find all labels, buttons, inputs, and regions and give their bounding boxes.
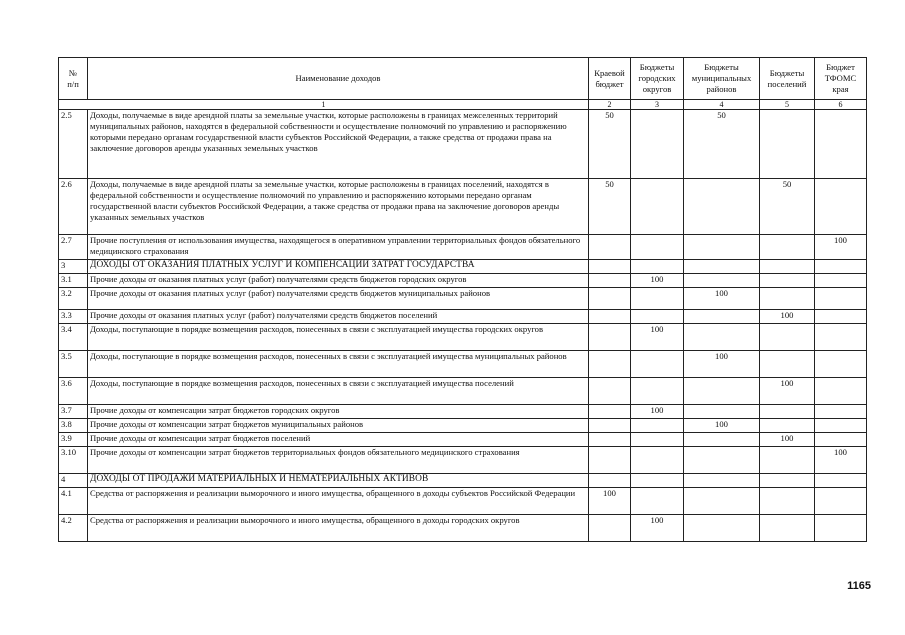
percent-cell: [631, 419, 684, 433]
row-number: 4.1: [59, 488, 88, 515]
percent-cell: [631, 433, 684, 447]
percent-cell: [631, 351, 684, 378]
table-row: [59, 351, 867, 378]
percent-cell: [589, 351, 631, 378]
percent-cell: [684, 378, 760, 405]
revenue-name: Прочие доходы от оказания платных услуг (работ) получателями средств бюджетов муниципальных районов: [88, 288, 589, 310]
percent-cell: [760, 274, 815, 288]
percent-cell: [760, 235, 815, 260]
percent-cell: 100: [631, 515, 684, 542]
percent-cell: 100: [684, 419, 760, 433]
header-name: Наименование доходов: [88, 58, 589, 100]
table-row: [59, 433, 867, 447]
row-number: 3.4: [59, 324, 88, 351]
percent-cell: [760, 419, 815, 433]
percent-cell: [684, 433, 760, 447]
percent-cell: [684, 447, 760, 474]
percent-cell: 100: [589, 488, 631, 515]
revenue-name: Прочие доходы от оказания платных услуг (работ) получателями средств бюджетов поселений: [88, 310, 589, 324]
percent-cell: [815, 433, 867, 447]
percent-cell: [589, 260, 631, 274]
revenue-name: Прочие доходы от компенсации затрат бюджетов городских округов: [88, 405, 589, 419]
table-row: [59, 488, 867, 515]
revenue-name: Доходы, поступающие в порядке возмещения расходов, понесенных в связи с эксплуатацией имущества поселений: [88, 378, 589, 405]
row-number: 4: [59, 474, 88, 488]
revenue-name: Средства от распоряжения и реализации выморочного и иного имущества, обращенного в доходы городских округов: [88, 515, 589, 542]
percent-cell: [684, 235, 760, 260]
percent-cell: 100: [631, 274, 684, 288]
percent-cell: 50: [589, 179, 631, 235]
header-col-regional: Краевой бюджет: [589, 58, 631, 100]
column-number: 2: [589, 100, 631, 110]
percent-cell: [760, 288, 815, 310]
row-number: 3.10: [59, 447, 88, 474]
percent-cell: [815, 474, 867, 488]
revenue-name: Прочие доходы от компенсации затрат бюджетов поселений: [88, 433, 589, 447]
percent-cell: [815, 378, 867, 405]
revenue-name: ДОХОДЫ ОТ ПРОДАЖИ МАТЕРИАЛЬНЫХ И НЕМАТЕРИАЛЬНЫХ АКТИВОВ: [88, 474, 589, 488]
percent-cell: [684, 324, 760, 351]
percent-cell: [815, 288, 867, 310]
revenue-name: ДОХОДЫ ОТ ОКАЗАНИЯ ПЛАТНЫХ УСЛУГ И КОМПЕНСАЦИИ ЗАТРАТ ГОСУДАРСТВА: [88, 260, 589, 274]
percent-cell: 100: [760, 378, 815, 405]
column-number: 4: [684, 100, 760, 110]
percent-cell: [815, 274, 867, 288]
column-number: 3: [631, 100, 684, 110]
column-number: 5: [760, 100, 815, 110]
revenue-name: Доходы, поступающие в порядке возмещения расходов, понесенных в связи с эксплуатацией имущества муниципальных районов: [88, 351, 589, 378]
percent-cell: [631, 288, 684, 310]
percent-cell: [589, 378, 631, 405]
table-header-row: [59, 58, 867, 100]
percent-cell: [589, 310, 631, 324]
table-row: [59, 274, 867, 288]
row-number: 2.7: [59, 235, 88, 260]
header-col-city: Бюджеты городских округов: [631, 58, 684, 100]
percent-cell: [631, 378, 684, 405]
header-col-settlement: Бюджеты поселений: [760, 58, 815, 100]
percent-cell: [760, 515, 815, 542]
percent-cell: [684, 179, 760, 235]
percent-cell: 50: [684, 110, 760, 179]
percent-cell: [631, 488, 684, 515]
percent-cell: [631, 310, 684, 324]
row-number: 2.5: [59, 110, 88, 179]
percent-cell: [631, 235, 684, 260]
revenue-name: Прочие доходы от оказания платных услуг (работ) получателями средств бюджетов городских округов: [88, 274, 589, 288]
revenue-name: Доходы, поступающие в порядке возмещения расходов, понесенных в связи с эксплуатацией имущества городских округов: [88, 324, 589, 351]
percent-cell: [589, 405, 631, 419]
revenue-name: Средства от распоряжения и реализации выморочного и иного имущества, обращенного в доходы субъектов Российской Федерации: [88, 488, 589, 515]
percent-cell: [815, 419, 867, 433]
percent-cell: [631, 179, 684, 235]
table-row: [59, 419, 867, 433]
percent-cell: [760, 324, 815, 351]
table-row: [59, 378, 867, 405]
percent-cell: [760, 110, 815, 179]
percent-cell: 50: [589, 110, 631, 179]
table-row: [59, 110, 867, 179]
header-col-tfoms: Бюджет ТФОМС края: [815, 58, 867, 100]
revenue-name: Прочие поступления от использования имущества, находящегося в оперативном управлении территориальных фондов обязательного медицинского страхования: [88, 235, 589, 260]
percent-cell: 100: [631, 405, 684, 419]
table-row: [59, 288, 867, 310]
row-number: 3: [59, 260, 88, 274]
percent-cell: 100: [760, 310, 815, 324]
percent-cell: [631, 260, 684, 274]
percent-cell: 100: [760, 433, 815, 447]
percent-cell: [589, 515, 631, 542]
percent-cell: [815, 110, 867, 179]
percent-cell: [589, 433, 631, 447]
header-col-municipal: Бюджеты муниципальных районов: [684, 58, 760, 100]
row-number: 3.1: [59, 274, 88, 288]
percent-cell: [760, 447, 815, 474]
column-number: 6: [815, 100, 867, 110]
percent-cell: [815, 324, 867, 351]
header-num: № п/п: [59, 58, 88, 100]
percent-cell: [684, 274, 760, 288]
percent-cell: [684, 310, 760, 324]
row-number: 2.6: [59, 179, 88, 235]
row-number: 4.2: [59, 515, 88, 542]
percent-cell: [684, 515, 760, 542]
revenue-name: Прочие доходы от компенсации затрат бюджетов муниципальных районов: [88, 419, 589, 433]
row-number: 3.8: [59, 419, 88, 433]
revenue-name: Доходы, получаемые в виде арендной платы за земельные участки, которые расположены в границах поселений, находятся в федеральной собственности и осуществление полномочий по управлению и распоряжению которыми передано органам государственной власти субъектов Российской Федерации, а также средства от продажи права на заключение договоров аренды указанных земельных участков: [88, 179, 589, 235]
percent-cell: [815, 351, 867, 378]
row-number: 3.9: [59, 433, 88, 447]
percent-cell: [631, 474, 684, 488]
percent-cell: [589, 235, 631, 260]
percent-cell: [684, 260, 760, 274]
percent-cell: [760, 351, 815, 378]
percent-cell: [815, 260, 867, 274]
section-row: [59, 260, 867, 274]
percent-cell: [760, 488, 815, 515]
percent-cell: [815, 515, 867, 542]
percent-cell: [815, 405, 867, 419]
percent-cell: 100: [631, 324, 684, 351]
row-number: 3.3: [59, 310, 88, 324]
column-number: 1: [59, 100, 589, 110]
percent-cell: [589, 288, 631, 310]
percent-cell: [760, 260, 815, 274]
percent-cell: [760, 405, 815, 419]
percent-cell: [589, 474, 631, 488]
table-row: [59, 515, 867, 542]
table-row: [59, 310, 867, 324]
percent-cell: [589, 324, 631, 351]
revenue-name: Прочие доходы от компенсации затрат бюджетов территориальных фондов обязательного медицинского страхования: [88, 447, 589, 474]
percent-cell: [815, 179, 867, 235]
table-row: [59, 324, 867, 351]
percent-cell: 100: [684, 288, 760, 310]
percent-cell: [631, 447, 684, 474]
page-number: 1165: [847, 580, 871, 592]
percent-cell: [589, 447, 631, 474]
table-row: [59, 235, 867, 260]
percent-cell: 50: [760, 179, 815, 235]
revenue-name: Доходы, получаемые в виде арендной платы за земельные участки, которые расположены в границах межселенных территорий муниципальных районов, находятся в федеральной собственности и осуществление полномочий по управлению и распоряжению которыми передано органам государственной власти субъектов Российской Федерации, а также средства от продажи права на заключение договоров аренды указанных земельных участков: [88, 110, 589, 179]
percent-cell: [684, 405, 760, 419]
row-number: 3.6: [59, 378, 88, 405]
percent-cell: 100: [684, 351, 760, 378]
section-row: [59, 474, 867, 488]
percent-cell: [815, 488, 867, 515]
column-number-row: [59, 100, 867, 110]
percent-cell: [760, 474, 815, 488]
row-number: 3.7: [59, 405, 88, 419]
percent-cell: 100: [815, 235, 867, 260]
row-number: 3.2: [59, 288, 88, 310]
percent-cell: [684, 474, 760, 488]
percent-cell: [589, 274, 631, 288]
table-row: [59, 447, 867, 474]
table-row: [59, 179, 867, 235]
percent-cell: [815, 310, 867, 324]
percent-cell: 100: [815, 447, 867, 474]
percent-cell: [589, 419, 631, 433]
revenue-distribution-table: [58, 57, 867, 542]
percent-cell: [684, 488, 760, 515]
row-number: 3.5: [59, 351, 88, 378]
table-row: [59, 405, 867, 419]
percent-cell: [631, 110, 684, 179]
